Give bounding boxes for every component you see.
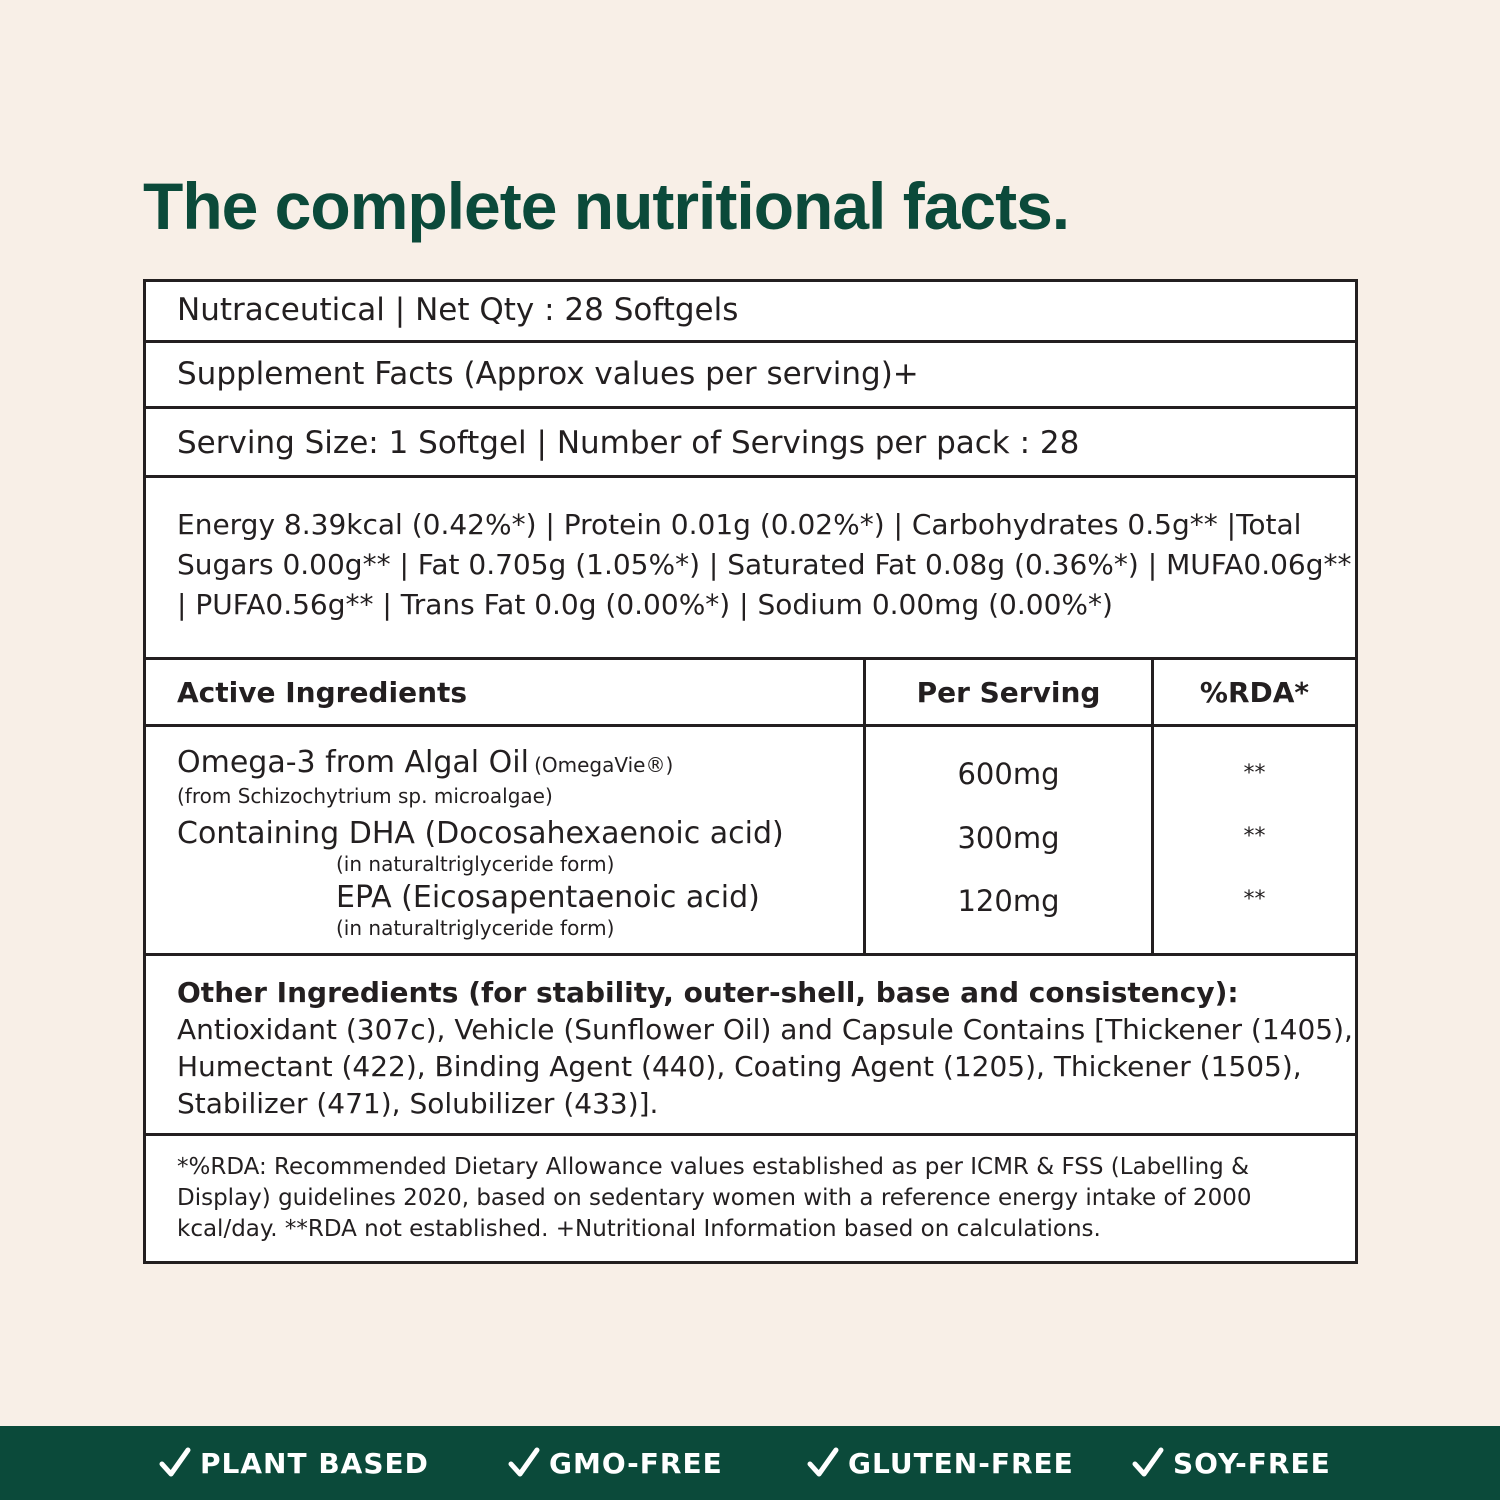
nutrition-line: Sugars 0.00g** | Fat 0.705g (1.05%*) | Saturated Fat 0.08g (0.36%*) | MUFA0.06g** [177, 548, 1352, 581]
ingredient-form: (in naturaltriglyceride form) [336, 852, 615, 876]
check-icon [158, 1446, 192, 1480]
nutrition-values-row [146, 478, 1355, 660]
table-row: Containing DHA (Docosahexaenoic acid) [177, 816, 784, 851]
nutrition-line: Energy 8.39kcal (0.42%*) | Protein 0.01g (0.02%*) | Carbohydrates 0.5g** |Total [177, 508, 1302, 541]
column-header-active-ingredients: Active Ingredients [177, 676, 468, 709]
badge-plant-based [158, 1446, 429, 1480]
badge-label: GMO-FREE [549, 1446, 723, 1480]
column-divider [1151, 660, 1154, 956]
rda-value: ** [1243, 824, 1266, 849]
per-serving-value: 120mg [957, 884, 1060, 918]
page-title: The complete nutritional facts. [143, 169, 1070, 243]
rda-value: ** [1243, 887, 1266, 912]
column-header-per-serving: Per Serving [916, 676, 1101, 709]
ingredient-brand: (OmegaVie®) [534, 753, 674, 777]
ingredient-source: (from Schizochytrium sp. microalgae) [177, 784, 553, 808]
rda-value: ** [1243, 761, 1266, 786]
other-ingredients-line: Humectant (422), Binding Agent (440), Coating Agent (1205), Thickener (1505), [177, 1050, 1302, 1083]
badge-gluten-free [806, 1446, 1074, 1480]
ingredients-table-header [146, 660, 1355, 727]
ingredient-name: Omega-3 from Algal Oil [177, 745, 529, 780]
column-divider [863, 660, 866, 956]
badges-bar [0, 1426, 1500, 1500]
serving-size-row [146, 409, 1355, 478]
table-row [177, 745, 673, 780]
other-ingredients-line: Antioxidant (307c), Vehicle (Sunflower Oil) and Capsule Contains [Thickener (1405), [177, 1013, 1353, 1046]
nutrition-facts-table [143, 279, 1358, 1264]
badge-label: SOY-FREE [1173, 1446, 1331, 1480]
column-header-rda: %RDA* [1199, 676, 1310, 709]
footnote-row [146, 1136, 1355, 1261]
check-icon [507, 1446, 541, 1480]
footnote-line: kcal/day. **RDA not established. +Nutritional Information based on calculations. [177, 1216, 1101, 1242]
net-qty-row [146, 282, 1355, 343]
badge-label: GLUTEN-FREE [848, 1446, 1074, 1480]
supplement-facts-row [146, 343, 1355, 409]
badge-label: PLANT BASED [200, 1446, 429, 1480]
badge-soy-free [1131, 1446, 1331, 1480]
supplement-facts-text: Supplement Facts (Approx values per serving)+ [177, 356, 919, 392]
other-ingredients-row [146, 956, 1355, 1136]
check-icon [806, 1446, 840, 1480]
ingredient-form: (in naturaltriglyceride form) [336, 916, 615, 940]
per-serving-value: 300mg [957, 821, 1060, 855]
per-serving-value: 600mg [957, 757, 1060, 791]
ingredients-table-body [146, 727, 1355, 956]
net-qty-text: Nutraceutical | Net Qty : 28 Softgels [177, 292, 739, 328]
table-row: EPA (Eicosapentaenoic acid) [336, 880, 760, 915]
footnote-line: Display) guidelines 2020, based on sedentary women with a reference energy intake of 2000 [177, 1185, 1252, 1211]
serving-size-text: Serving Size: 1 Softgel | Number of Servings per pack : 28 [177, 425, 1080, 461]
check-icon [1131, 1446, 1165, 1480]
nutrition-line: | PUFA0.56g** | Trans Fat 0.0g (0.00%*) | Sodium 0.00mg (0.00%*) [177, 588, 1113, 621]
other-ingredients-line: Stabilizer (471), Solubilizer (433)]. [177, 1087, 659, 1120]
footnote-line: *%RDA: Recommended Dietary Allowance values established as per ICMR & FSS (Labelling & [177, 1154, 1250, 1180]
other-ingredients-heading: Other Ingredients (for stability, outer-shell, base and consistency): [177, 976, 1239, 1009]
badge-gmo-free [507, 1446, 723, 1480]
